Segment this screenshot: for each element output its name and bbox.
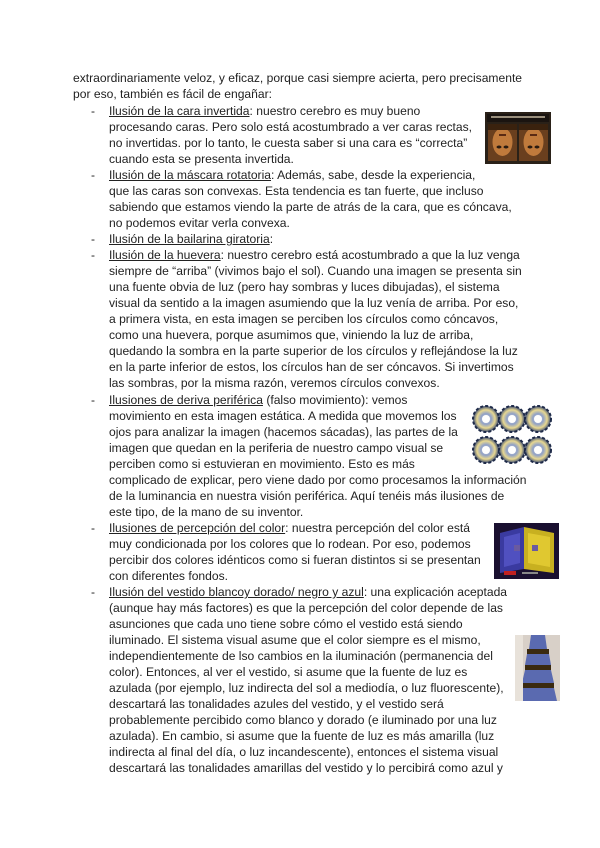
list-item-line: procesando caras. Pero solo está acostumbrado a ver caras rectas,: [109, 120, 472, 134]
list-item-line: movimiento en esta imagen estática. A medida que movemos los: [109, 409, 457, 423]
list-item-line: las sombras, por la misma razón, veremos círculos convexos.: [109, 376, 440, 390]
list-item-line: descartará las tonalidades azules del vestido, y el vestido será: [109, 697, 444, 711]
list-item-line: siempre de “arriba” (vivimos bajo el sol). Cuando una imagen se presenta sin: [109, 264, 522, 278]
list-item-line: este tipo, de la mano de su inventor.: [109, 505, 304, 519]
list-item-line: que las caras son convexas. Esta tendencia es tan fuerte, que incluso: [109, 184, 484, 198]
list-item-line: de la luminancia en nuestra visión periférica. Aquí tenéis más ilusiones de: [109, 489, 505, 503]
list-item-line: cuando esta se presenta invertida.: [109, 152, 294, 166]
list-item-first-line: Ilusiones de deriva periférica (falso movimiento): vemos: [109, 393, 408, 407]
list-item-line: probablemente percibido como blanco y dorado (e iluminado por una luz: [109, 713, 497, 727]
list-item-line: visual da sentido a la imagen asumiendo que la luz venía de arriba. Por eso,: [109, 296, 519, 310]
list-item-first-line: Ilusiones de percepción del color: nuestra percepción del color está: [109, 521, 471, 535]
link-huevera[interactable]: Ilusión de la huevera: [109, 248, 221, 262]
intro-line: por eso, también es fácil de engañar:: [73, 87, 272, 101]
bullet-marker: -: [91, 168, 95, 182]
list-item-line: como una huevera, porque asumimos que, viniendo la luz de arriba,: [109, 328, 474, 342]
intro-line: extraordinariamente veloz, y eficaz, porque casi siempre acierta, pero precisamente: [73, 71, 523, 85]
list-item-line: muy condicionada por los colores que lo rodean. Por eso, podemos: [109, 537, 471, 551]
list-item-line: asunciones que cada uno tiene sobre cómo el vestido está siendo: [109, 617, 463, 631]
bullet-marker: -: [91, 248, 95, 262]
list-item-first-line: Ilusión de la cara invertida: nuestro cerebro es muy bueno: [109, 104, 421, 118]
list-item-line: ojos para analizar la imagen (hacemos sácadas), las partes de la: [109, 425, 458, 439]
list-item-line: perciben como si estuvieran en movimiento. Esto es más: [109, 457, 415, 471]
list-item-first-line: Ilusión de la máscara rotatoria: Además, sabe, desde la experiencia,: [109, 168, 476, 182]
list-item-line: imagen que quedan en la periferia de nuestro campo visual se: [109, 441, 444, 455]
list-item-line: descartará las tonalidades amarillas del vestido y lo percibirá como azul y: [109, 761, 503, 775]
dress-image: [515, 635, 560, 701]
peripheral-drift-image: [472, 405, 552, 465]
list-item-line: a primera vista, en esta imagen se perciben los círculos como cóncavos,: [109, 312, 499, 326]
list-item-line: no podemos evitar verla convexa.: [109, 216, 290, 230]
bullet-marker: -: [91, 521, 95, 535]
list-item-line: no invertidas. por lo tanto, le cuesta saber si una cara es “correcta”: [109, 136, 468, 150]
list-item-first-line: Ilusión de la huevera: nuestro cerebro está acostumbrado a que la luz venga: [109, 248, 520, 262]
bullet-marker: -: [91, 104, 95, 118]
link-vestido[interactable]: Ilusión del vestido blancoy dorado/ negro y azul: [109, 585, 364, 599]
list-item-line: azulada). En cambio, si asume que la fuente de luz es más amarilla (luz: [109, 729, 495, 743]
link-bailarina-giratoria[interactable]: Ilusión de la bailarina giratoria: [109, 232, 270, 246]
list-item-line: percibir dos colores idénticos como si fueran distintos si se presentan: [109, 553, 481, 567]
link-percepcion-color[interactable]: Ilusiones de percepción del color: [109, 521, 286, 535]
list-item-line: quedando la sombra en la parte superior de los círculos y reflejándose la luz: [109, 344, 518, 358]
list-item-line: independientemente de lso cambios en la iluminación (permanencia del: [109, 649, 493, 663]
bullet-marker: -: [91, 393, 95, 407]
link-cara-invertida[interactable]: Ilusión de la cara invertida: [109, 104, 250, 118]
list-item-line: color). Entonces, al ver el vestido, si asume que la fuente de luz es: [109, 665, 468, 679]
inverted-face-image: [485, 112, 551, 164]
list-item-line: en la parte inferior de estos, los círculos han de ser cóncavos. Si invertimos: [109, 360, 514, 374]
link-deriva-periferica[interactable]: Ilusiones de deriva periférica: [109, 393, 263, 407]
list-item-line: con diferentes fondos.: [109, 569, 229, 583]
list-item-line: (aunque hay más factores) es que la percepción del color depende de las: [109, 601, 503, 615]
bullet-marker: -: [91, 232, 95, 246]
list-item-first-line: Ilusión del vestido blancoy dorado/ negro y azul: una explicación aceptada: [109, 585, 508, 599]
list-item-line: iluminado. El sistema visual asume que el color siempre es el mismo,: [109, 633, 481, 647]
list-item-line: complicado de explicar, pero viene dado por como procesamos la información: [109, 473, 527, 487]
color-perception-image: [494, 523, 559, 579]
list-item-line: azulada (por ejemplo, luz indirecta del sol a mediodía, o luz fluorescente),: [109, 681, 504, 695]
link-mascara-rotatoria[interactable]: Ilusión de la máscara rotatoria: [109, 168, 272, 182]
bullet-marker: -: [91, 585, 95, 599]
list-item-first-line: Ilusión de la bailarina giratoria:: [109, 232, 274, 246]
list-item-line: sabiendo que estamos viendo la parte de atrás de la cara, que es cóncava,: [109, 200, 512, 214]
list-item-line: una fuente obvia de luz (pero hay sombras y luces dibujadas), el sistema: [109, 280, 500, 294]
list-item-line: indirecta al final del día, o luz incandescente), entonces el sistema visual: [109, 745, 499, 759]
